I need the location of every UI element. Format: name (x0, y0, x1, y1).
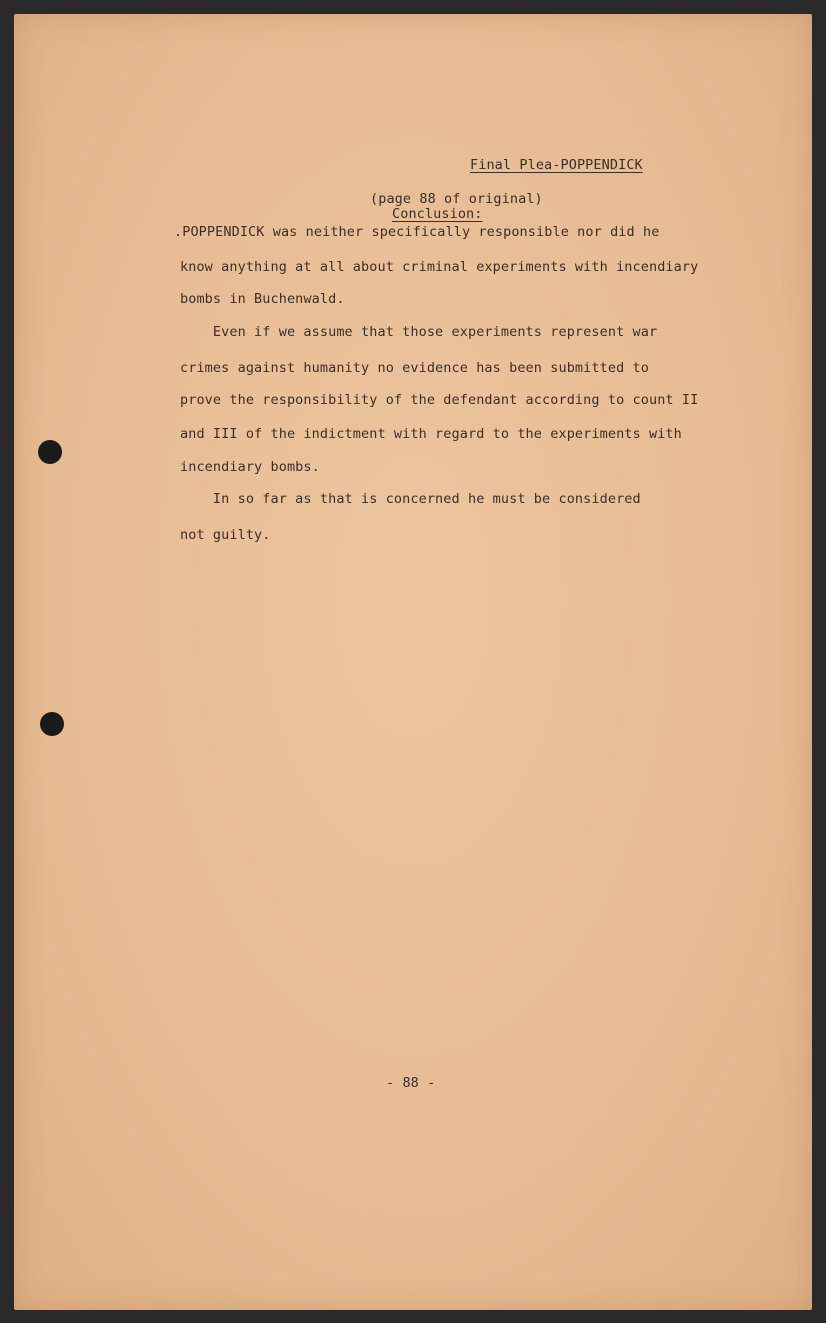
body-line-6: prove the responsibility of the defendant according to count II (180, 392, 699, 408)
body-line-4: Even if we assume that those experiments represent war (180, 324, 658, 340)
body-line-3: bombs in Buchenwald. (180, 291, 345, 307)
document-page (14, 14, 812, 1310)
body-line-9: In so far as that is concerned he must be considered (180, 491, 641, 507)
body-line-7: and III of the indictment with regard to the experiments with (180, 426, 682, 442)
punch-hole-top (38, 440, 62, 464)
body-line-10: not guilty. (180, 527, 271, 543)
body-line-2: know anything at all about criminal experiments with incendiary (180, 259, 699, 275)
body-line-1: .POPPENDICK was neither specifically responsible nor did he (174, 224, 660, 240)
section-title: Conclusion: (392, 206, 483, 222)
body-line-8: incendiary bombs. (180, 459, 320, 475)
document-header: Final Plea-POPPENDICK (470, 157, 643, 173)
punch-hole-bottom (40, 712, 64, 736)
body-line-5: crimes against humanity no evidence has been submitted to (180, 360, 649, 376)
page-reference: (page 88 of original) (370, 191, 543, 207)
page-number: - 88 - (386, 1075, 436, 1091)
